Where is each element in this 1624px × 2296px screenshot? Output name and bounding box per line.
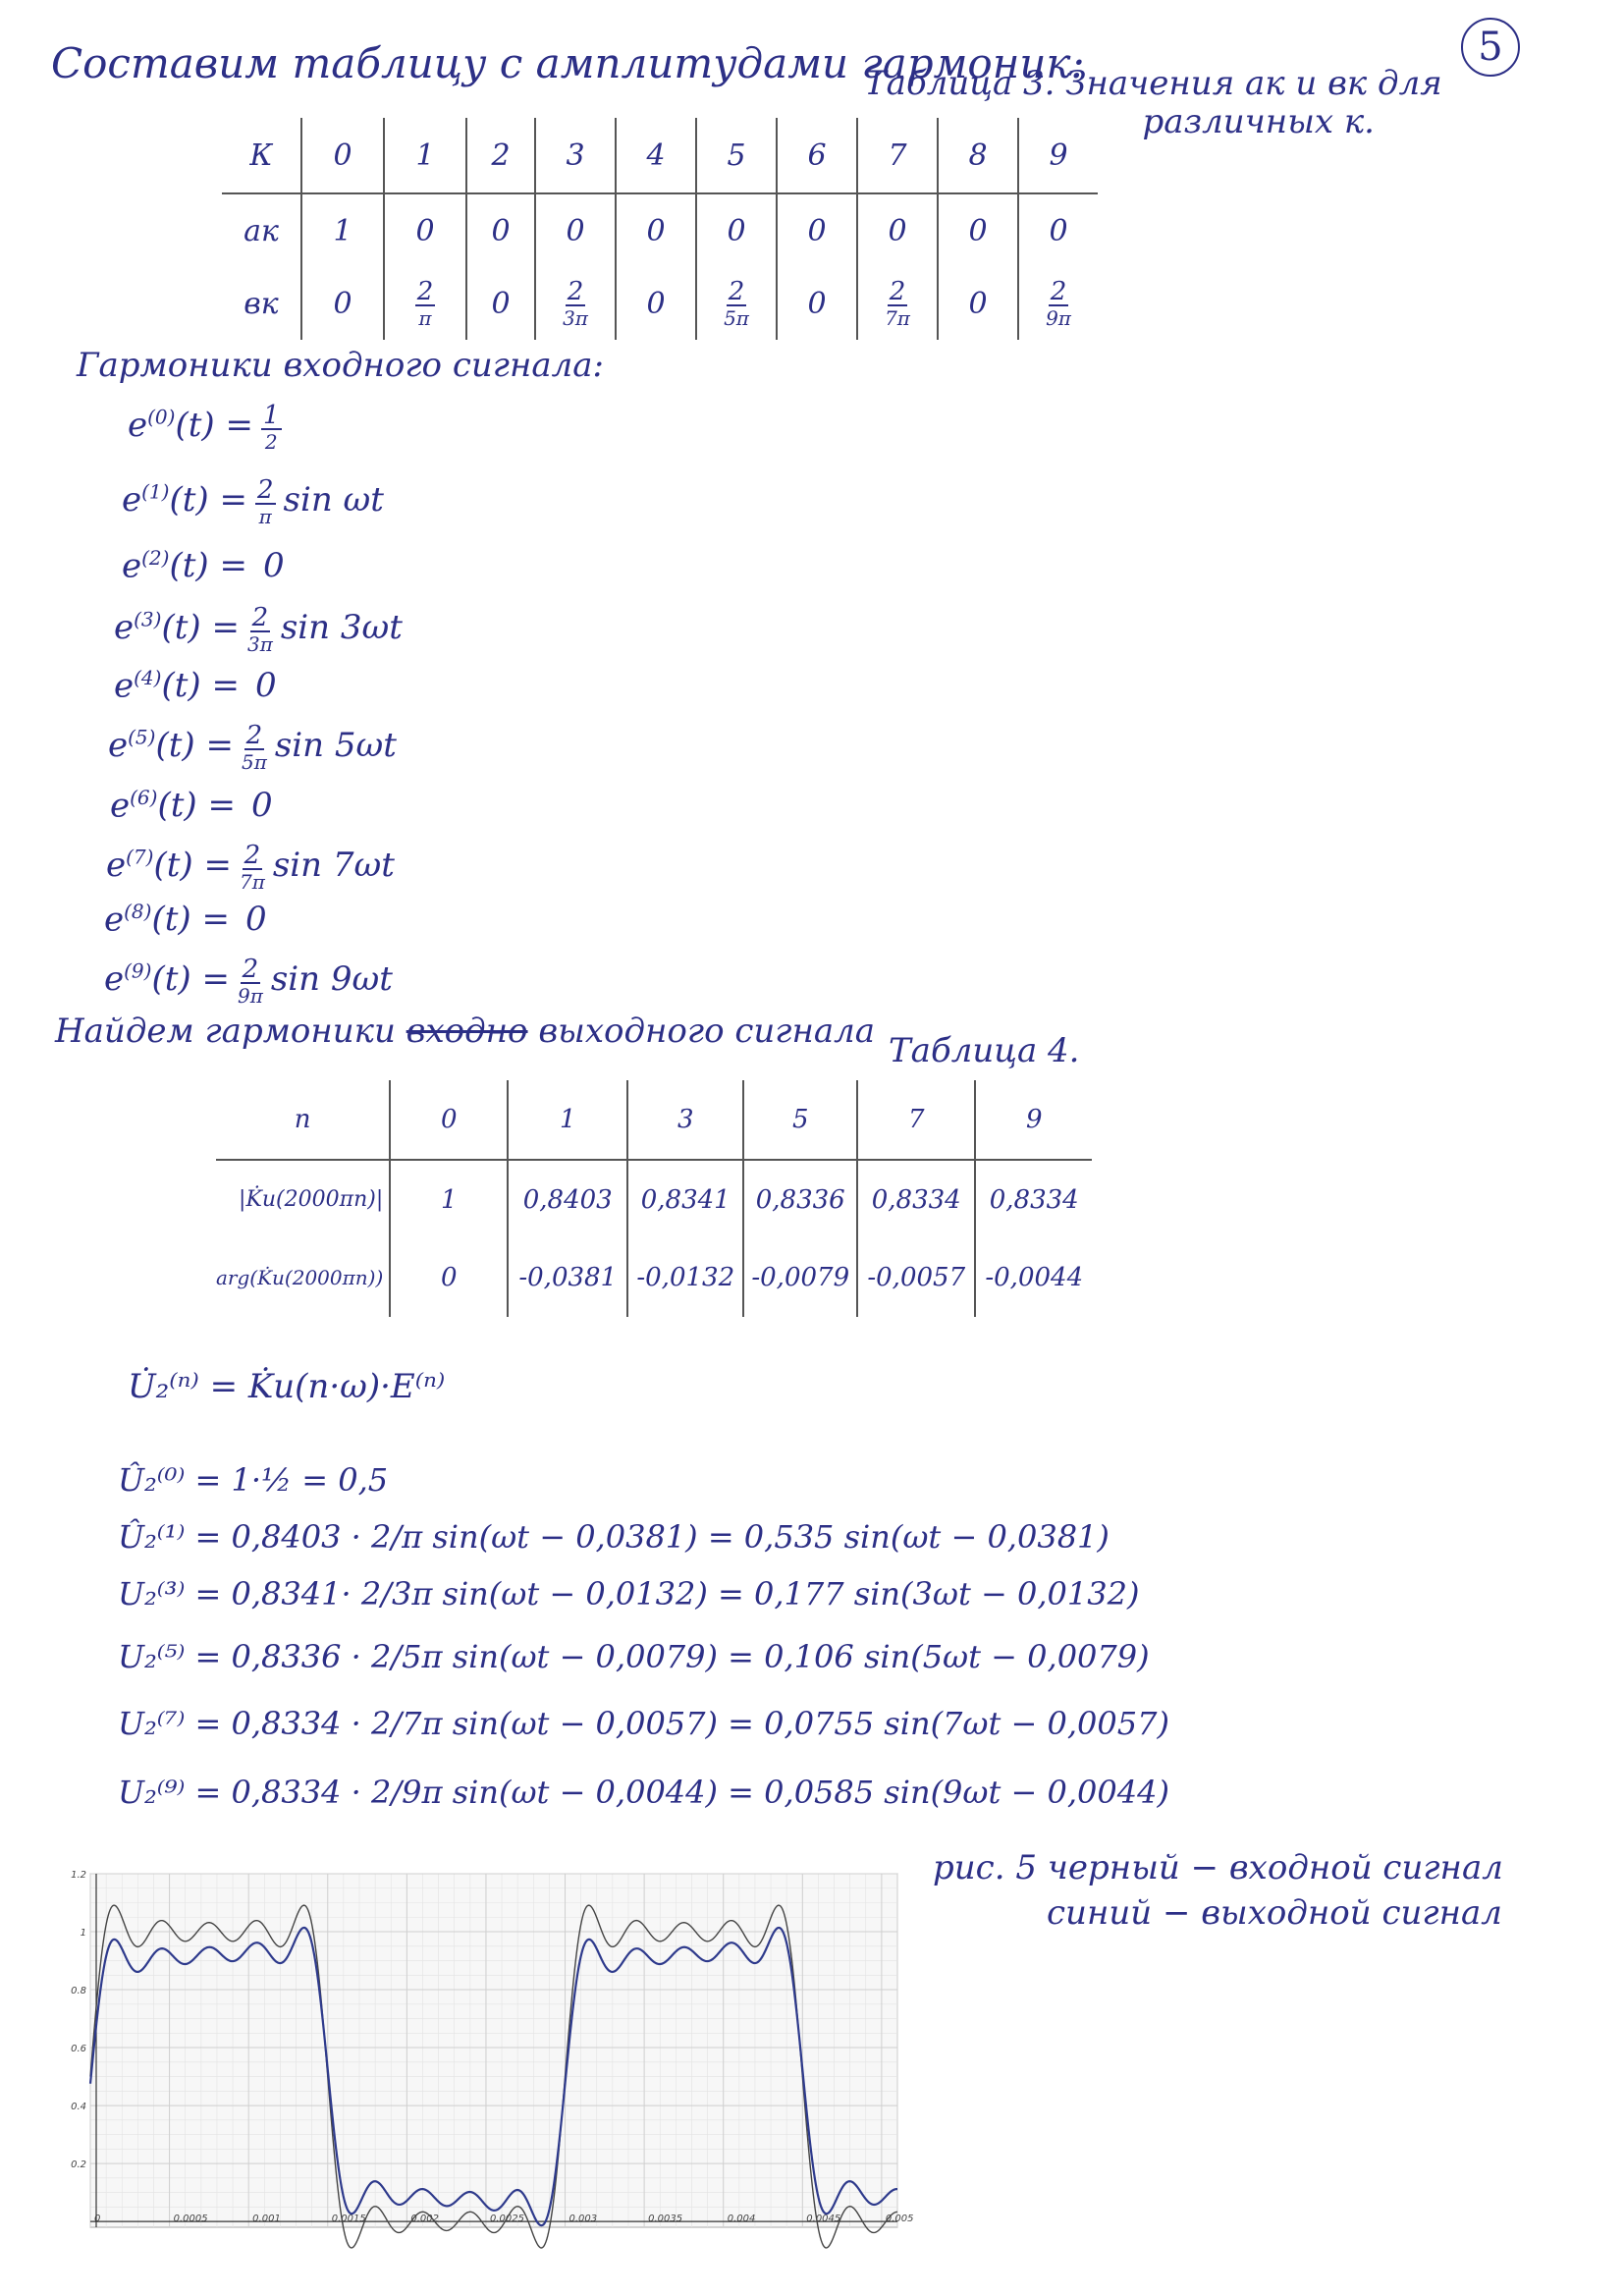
table3-a-cell: 0 (535, 193, 616, 267)
output-heading-struck: входно (406, 1011, 528, 1051)
output-harmonic-1: Û₂⁽¹⁾ = 0,8403 · 2/π sin(ωt − 0,0381) = 0,535 sin(ωt − 0,0381) (118, 1518, 1110, 1556)
fraction-denominator: 3π (246, 632, 273, 656)
harmonic-index: (5) (128, 725, 156, 749)
input-harmonic-4 (114, 666, 277, 705)
y-tick-label: 0.6 (71, 2044, 86, 2055)
harmonic-expression: 0 (262, 546, 285, 586)
table4-arg-row (216, 1238, 1092, 1317)
harmonic-index: (4) (134, 666, 162, 689)
fraction-numerator: 2 (245, 721, 263, 750)
table3-b-label: вк (244, 286, 279, 321)
harmonic-symbol: e (108, 726, 129, 765)
table3-b-cell: 0 (938, 267, 1018, 340)
table3-k-cell: 0 (301, 118, 384, 193)
fraction-numerator: 2 (244, 841, 261, 870)
table3-b-cell: 0 (777, 267, 857, 340)
table3-a-label: ак (244, 213, 279, 248)
table3-a-cell: 0 (384, 193, 466, 267)
table3-header-label: К (222, 118, 301, 193)
output-harmonic-9: U₂⁽⁹⁾ = 0,8334 · 2/9π sin(ωt − 0,0044) = 0,0585 sin(9ωt − 0,0044) (118, 1774, 1169, 1811)
fraction (247, 605, 273, 654)
table3-a-cell: 0 (696, 193, 777, 267)
fraction (238, 957, 263, 1006)
table4-arg-cell: 0 (390, 1238, 508, 1317)
table4-mag-cell: 0,8336 (743, 1160, 857, 1238)
table4-arg-cell: -0,0132 (627, 1238, 743, 1317)
input-harmonic-0 (128, 403, 290, 452)
table4-n-cell: 1 (508, 1080, 627, 1160)
input-harmonic-1 (122, 477, 384, 526)
harmonic-expression: 0 (250, 786, 273, 826)
harmonic-index: (6) (130, 786, 158, 809)
table4-n-cell: 0 (390, 1080, 508, 1160)
table4-mag-cell: 0,8403 (508, 1160, 627, 1238)
fraction-denominator: 5π (724, 306, 749, 330)
harmonic-argument: (t) = (161, 608, 240, 647)
table3-a-cell: 0 (466, 193, 535, 267)
amplitude-table (222, 118, 1098, 340)
table3-b-cell (857, 267, 938, 340)
input-harmonic-5 (108, 723, 397, 772)
harmonic-expression: sin 5ωt (274, 726, 397, 765)
harmonic-index: (3) (134, 607, 162, 631)
table3-b-cell (1018, 267, 1098, 340)
table3-k-cell: 8 (938, 118, 1018, 193)
harmonic-symbol: e (106, 846, 127, 885)
table3-b-cell: 0 (616, 267, 696, 340)
x-tick-label: 0.001 (252, 2214, 281, 2224)
table3-caption-line2: различных к. (1142, 102, 1375, 142)
fraction-numerator: 2 (256, 475, 274, 505)
table4-header-label: n (216, 1080, 390, 1160)
table3-a-cell: 0 (938, 193, 1018, 267)
harmonic-argument: (t) = (151, 959, 230, 999)
signal-chart-svg (57, 1866, 914, 2253)
harmonic-argument: (t) = (175, 406, 253, 445)
table3-k-cell: 1 (384, 118, 466, 193)
table3-k-cell: 9 (1018, 118, 1098, 193)
fraction-denominator: 3π (563, 306, 588, 330)
y-tick-label: 1.2 (71, 1870, 86, 1881)
y-tick-label: 0.8 (71, 1986, 86, 1997)
fraction-denominator: π (418, 306, 432, 330)
harmonic-expression: 0 (254, 666, 277, 706)
x-tick-label: 0.0005 (173, 2214, 208, 2224)
harmonic-index: (8) (124, 900, 152, 923)
y-tick-label: 1 (80, 1928, 86, 1940)
fraction (415, 279, 436, 328)
fraction-numerator: 2 (416, 277, 434, 306)
fraction-denominator: 7π (239, 870, 265, 894)
table3-k-cell: 5 (696, 118, 777, 193)
fraction (885, 279, 910, 328)
output-harmonic-3: U₂⁽³⁾ = 0,8341· 2/3π sin(ωt − 0,0132) = 0,177 sin(3ωt − 0,0132) (118, 1575, 1140, 1613)
harmonic-symbol: e (114, 666, 135, 706)
input-harmonic-3 (114, 605, 403, 654)
fraction (242, 723, 267, 772)
table4-arg-cell: -0,0057 (857, 1238, 975, 1317)
harmonic-argument: (t) = (161, 666, 240, 706)
fraction-denominator: 9π (1046, 306, 1071, 330)
table3-k-cell: 3 (535, 118, 616, 193)
transfer-table (216, 1080, 1092, 1317)
output-heading (55, 1011, 875, 1051)
table3-a-cell: 0 (777, 193, 857, 267)
table4-mag-cell: 0,8341 (627, 1160, 743, 1238)
input-harmonic-6 (110, 786, 273, 825)
fraction (255, 477, 276, 526)
fraction (563, 279, 588, 328)
table4-n-cell: 5 (743, 1080, 857, 1160)
table3-k-cell: 6 (777, 118, 857, 193)
fraction-denominator: π (258, 505, 272, 528)
table4-caption: Таблица 4. (889, 1031, 1080, 1070)
table3-a-cell: 0 (857, 193, 938, 267)
figure-caption-line1: рис. 5 черный − входной сигнал (933, 1848, 1503, 1887)
table3-b-cell (696, 267, 777, 340)
harmonic-symbol: e (104, 900, 125, 940)
harmonic-argument: (t) = (169, 480, 247, 519)
fraction-denominator: 2 (264, 430, 278, 454)
harmonic-argument: (t) = (157, 786, 236, 826)
x-tick-label: 0.002 (410, 2214, 439, 2224)
page-title: Составим таблицу с амплитудами гармоник: (51, 39, 1085, 87)
table3-k-cell: 7 (857, 118, 938, 193)
fraction-numerator: 2 (1050, 277, 1067, 306)
table4-n-cell: 7 (857, 1080, 975, 1160)
table3-header-row (222, 118, 1098, 193)
harmonic-index: (0) (147, 405, 176, 429)
table3-b-cell (384, 267, 466, 340)
x-tick-label: 0.0015 (331, 2214, 366, 2224)
output-harmonic-0: Û₂⁽⁰⁾ = 1·½ = 0,5 (118, 1461, 389, 1499)
table4-n-cell: 9 (975, 1080, 1092, 1160)
x-tick-label: 0.005 (885, 2214, 914, 2224)
fraction-numerator: 1 (262, 401, 280, 430)
table3-caption-line1: Таблица 3. Значения ак и вк для (864, 64, 1442, 103)
table4-mag-cell: 0,8334 (975, 1160, 1092, 1238)
fraction-denominator: 7π (885, 306, 910, 330)
table3-k-cell: 2 (466, 118, 535, 193)
figure-caption-line2: синий − выходной сигнал (1047, 1892, 1502, 1933)
table4-mag-cell: 1 (390, 1160, 508, 1238)
table4-arg-cell: -0,0044 (975, 1238, 1092, 1317)
fraction-numerator: 2 (728, 277, 745, 306)
table4-arg-label: arg(K̇u(2000πn)) (216, 1266, 384, 1289)
table3-a-cell: 0 (616, 193, 696, 267)
harmonic-argument: (t) = (155, 726, 234, 765)
table3-a-row (222, 193, 1098, 267)
page-number: 5 (1461, 18, 1520, 77)
fraction (240, 843, 265, 892)
y-tick-label: 0.2 (71, 2159, 86, 2171)
x-tick-label: 0.0025 (489, 2214, 524, 2224)
x-tick-label: 0.004 (727, 2214, 756, 2224)
figure-caption (933, 1846, 1503, 1937)
table4-arg-cell: -0,0381 (508, 1238, 627, 1317)
x-tick-label: 0.0035 (648, 2214, 683, 2224)
plot-area (90, 1874, 897, 2227)
harmonic-argument: (t) = (153, 846, 232, 885)
harmonic-expression: sin 9ωt (270, 959, 393, 999)
input-harmonic-8 (104, 900, 267, 939)
fraction (261, 403, 282, 452)
harmonic-symbol: e (122, 546, 142, 586)
harmonic-argument: (t) = (169, 546, 247, 586)
input-harmonics-heading: Гармоники входного сигнала: (77, 346, 604, 385)
harmonic-index: (9) (124, 958, 152, 983)
harmonic-index: (1) (141, 479, 170, 504)
table4-mag-row (216, 1160, 1092, 1238)
harmonic-symbol: e (114, 608, 135, 647)
output-heading-post: выходного сигнала (538, 1011, 876, 1051)
input-harmonic-7 (106, 843, 395, 892)
output-harmonic-7: U₂⁽⁷⁾ = 0,8334 · 2/7π sin(ωt − 0,0057) = 0,0755 sin(7ωt − 0,0057) (118, 1705, 1169, 1742)
fraction-denominator: 5π (241, 750, 267, 774)
harmonic-index: (7) (126, 845, 154, 869)
fraction-numerator: 2 (251, 603, 269, 632)
fraction-denominator: 9π (237, 984, 263, 1008)
x-tick-label: 0.003 (568, 2214, 598, 2224)
fraction-numerator: 2 (567, 277, 584, 306)
harmonic-argument: (t) = (151, 900, 230, 940)
input-harmonic-2 (122, 546, 285, 585)
table3-b-row (222, 267, 1098, 340)
table3-b-cell (535, 267, 616, 340)
harmonic-expression: sin 7ωt (272, 846, 395, 885)
signal-chart (57, 1866, 914, 2253)
x-tick-label: 0.0045 (806, 2214, 841, 2224)
harmonic-symbol: e (110, 786, 131, 826)
harmonic-symbol: e (104, 959, 125, 999)
output-heading-pre: Найдем гармоники (55, 1011, 396, 1051)
output-harmonic-5: U₂⁽⁵⁾ = 0,8336 · 2/5π sin(ωt − 0,0079) = 0,106 sin(5ωt − 0,0079) (118, 1638, 1150, 1675)
harmonic-symbol: e (122, 480, 142, 519)
harmonic-expression: sin 3ωt (280, 608, 403, 647)
table3-b-cell: 0 (466, 267, 535, 340)
table4-mag-label: |K̇u(2000πn)| (239, 1187, 384, 1212)
table4-header-row (216, 1080, 1092, 1160)
table3-a-cell: 0 (1018, 193, 1098, 267)
fraction (724, 279, 749, 328)
fraction-numerator: 2 (242, 955, 259, 984)
harmonic-index: (2) (141, 546, 170, 570)
x-tick-label: 0 (94, 2214, 101, 2224)
input-harmonic-9 (104, 957, 393, 1006)
fraction-numerator: 2 (889, 277, 906, 306)
harmonic-expression: sin ωt (283, 480, 384, 519)
harmonic-symbol: e (128, 406, 148, 445)
table4-mag-cell: 0,8334 (857, 1160, 975, 1238)
table3-k-cell: 4 (616, 118, 696, 193)
general-formula: U̇₂⁽ⁿ⁾ = K̇u(n·ω)·E⁽ⁿ⁾ (128, 1367, 446, 1406)
table3-b-cell: 0 (301, 267, 384, 340)
y-tick-label: 0.4 (71, 2102, 86, 2113)
fraction (1046, 279, 1071, 328)
table4-arg-cell: -0,0079 (743, 1238, 857, 1317)
harmonic-expression: 0 (244, 900, 267, 940)
table3-a-cell: 1 (301, 193, 384, 267)
table4-n-cell: 3 (627, 1080, 743, 1160)
